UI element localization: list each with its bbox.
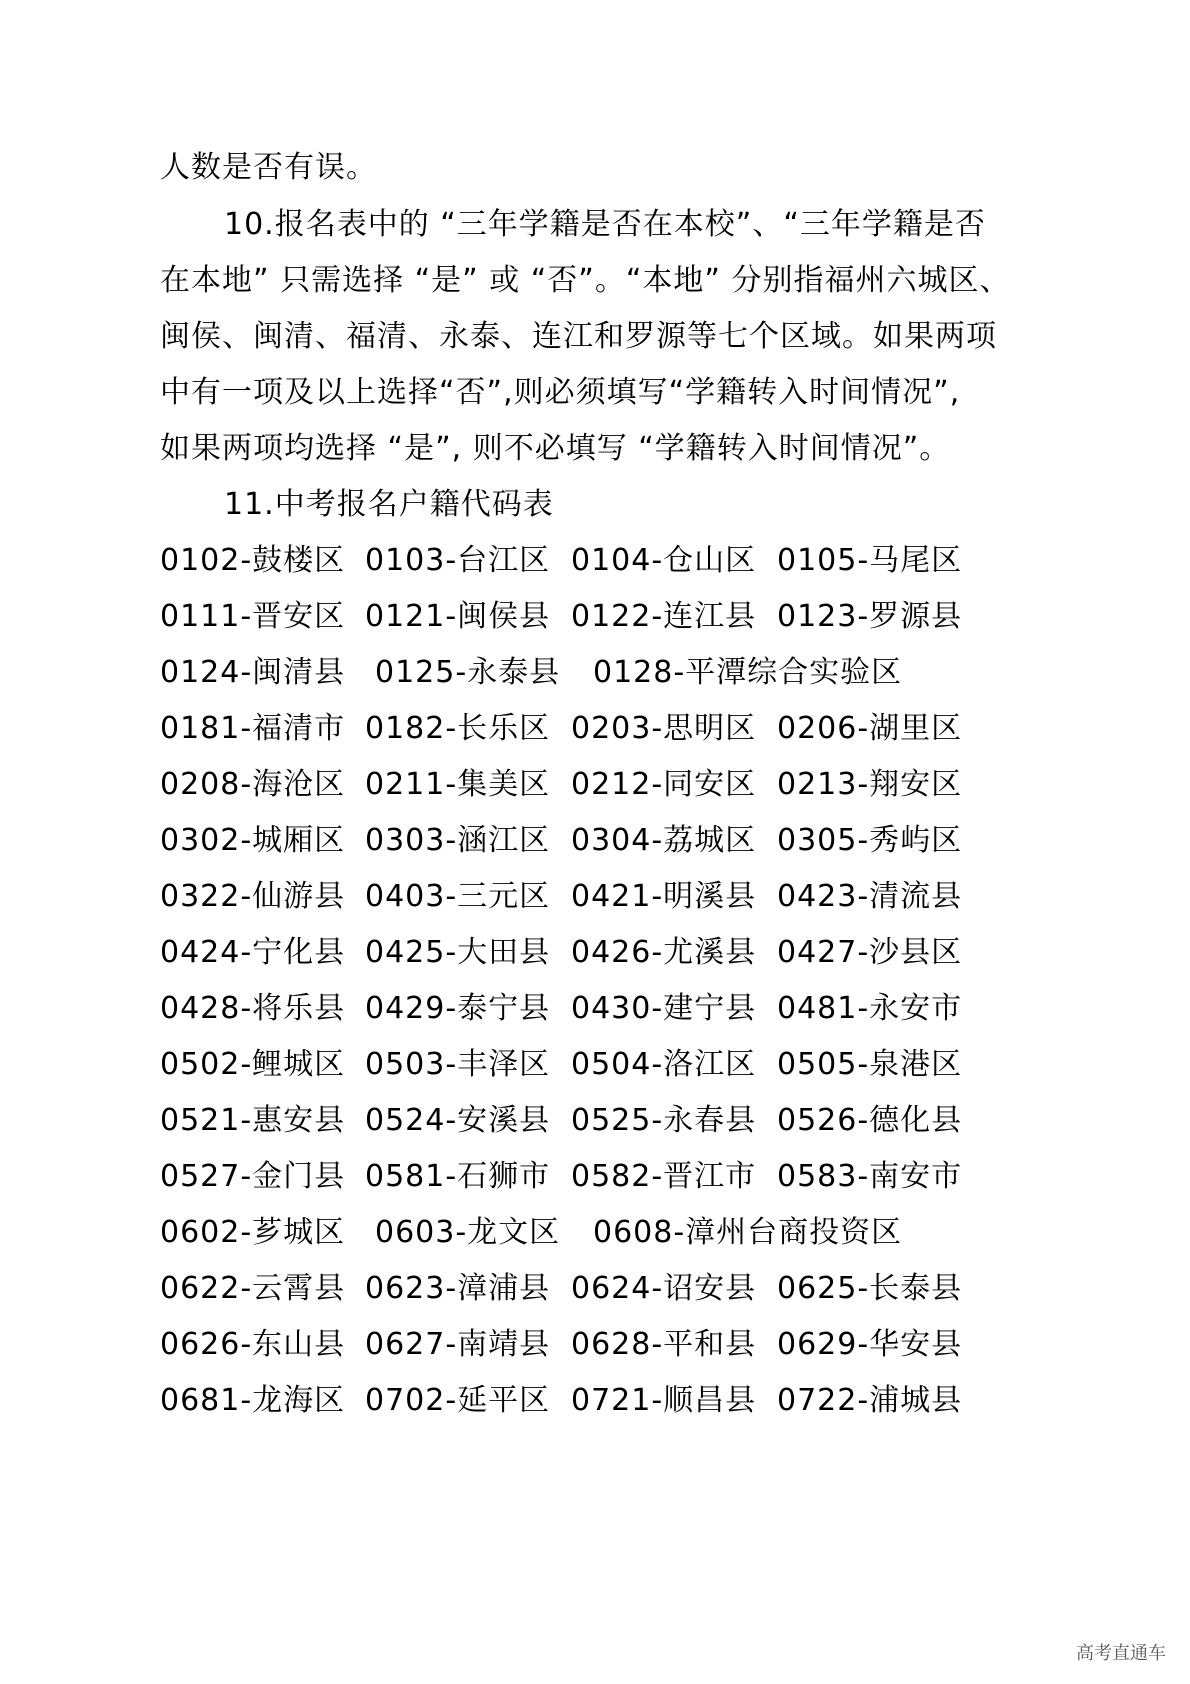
paragraph-10-line-2: 在本地” 只需选择 “是” 或 “否”。“本地” 分别指福州六城区、 <box>160 263 1011 298</box>
code-table-cell: 0208-海沧区 <box>160 767 346 802</box>
paragraph-10-line-5: 如果两项均选择 “是”, 则不必填写 “学籍转入时间情况”。 <box>160 431 951 466</box>
code-table-cell: 0303-涵江区 <box>365 823 551 858</box>
code-table-row <box>160 765 1020 805</box>
code-table-cell: 0626-东山县 <box>160 1327 346 1362</box>
paragraph-10-line-3: 闽侯、闽清、福清、永泰、连江和罗源等七个区域。如果两项 <box>160 319 997 354</box>
code-table-cell: 0426-尤溪县 <box>571 935 757 970</box>
code-table-cell: 0424-宁化县 <box>160 935 346 970</box>
code-table-cell: 0622-云霄县 <box>160 1271 346 1306</box>
code-table-cell: 0504-洛江区 <box>571 1047 757 1082</box>
code-table-cell: 0629-华安县 <box>777 1327 963 1362</box>
code-table-cell: 0102-鼓楼区 <box>160 543 346 578</box>
code-table-row <box>160 1269 1020 1309</box>
code-table-cell: 0124-闽清县 <box>160 655 346 690</box>
code-table-row <box>160 541 1020 581</box>
code-table-cell: 0304-荔城区 <box>571 823 757 858</box>
code-table-row <box>160 1381 1020 1421</box>
code-table-cell: 0722-浦城县 <box>777 1383 963 1418</box>
code-table-cell: 0505-泉港区 <box>777 1047 963 1082</box>
code-table-cell: 0502-鲤城区 <box>160 1047 346 1082</box>
code-table-cell: 0212-同安区 <box>571 767 757 802</box>
code-table-cell: 0181-福清市 <box>160 711 346 746</box>
code-table-cell: 0625-长泰县 <box>777 1271 963 1306</box>
code-table-cell: 0211-集美区 <box>365 767 551 802</box>
code-table-cell: 0103-台江区 <box>365 543 551 578</box>
code-table-row <box>160 597 1020 637</box>
watermark-text: 高考直通车 <box>1076 1643 1166 1664</box>
code-table-row <box>160 709 1020 749</box>
section-11-heading: 11.中考报名户籍代码表 <box>224 487 554 522</box>
code-table-cell: 0582-晋江市 <box>571 1159 757 1194</box>
code-table-cell: 0427-沙县区 <box>777 935 963 970</box>
code-table-cell: 0122-连江县 <box>571 599 757 634</box>
code-table-cell: 0403-三元区 <box>365 879 551 914</box>
code-table-cell: 0429-泰宁县 <box>365 991 551 1026</box>
code-table-cell: 0702-延平区 <box>365 1383 551 1418</box>
code-table-cell: 0213-翔安区 <box>777 767 963 802</box>
code-table-cell: 0104-仓山区 <box>571 543 757 578</box>
code-table-cell: 0526-德化县 <box>777 1103 963 1138</box>
code-table-cell: 0624-诏安县 <box>571 1271 757 1306</box>
code-table-cell: 0602-芗城区 <box>160 1215 346 1250</box>
code-table-cell: 0305-秀屿区 <box>777 823 963 858</box>
code-table-row <box>160 933 1020 973</box>
code-table-row <box>160 1045 1020 1085</box>
code-table-cell: 0628-平和县 <box>571 1327 757 1362</box>
code-table-row <box>160 1101 1020 1141</box>
code-table-row <box>160 821 1020 861</box>
code-table-cell: 0182-长乐区 <box>365 711 551 746</box>
code-table-cell: 0105-马尾区 <box>777 543 963 578</box>
code-table-cell: 0428-将乐县 <box>160 991 346 1026</box>
code-table-cell: 0123-罗源县 <box>777 599 963 634</box>
code-table-cell: 0681-龙海区 <box>160 1383 346 1418</box>
code-table-row <box>160 989 1020 1029</box>
paragraph-10-line-4: 中有一项及以上选择“否”,则必须填写“学籍转入时间情况”, <box>160 375 961 410</box>
code-table-cell: 0623-漳浦县 <box>365 1271 551 1306</box>
code-table-cell: 0581-石狮市 <box>365 1159 551 1194</box>
code-table-cell: 0423-清流县 <box>777 879 963 914</box>
code-table-row <box>160 1157 1020 1197</box>
code-table-cell: 0430-建宁县 <box>571 991 757 1026</box>
code-table-cell: 0111-晋安区 <box>160 599 346 634</box>
code-table-cell: 0524-安溪县 <box>365 1103 551 1138</box>
code-table-row <box>160 1325 1020 1365</box>
paragraph-9-ending: 人数是否有误。 <box>160 150 377 185</box>
code-table-cell: 0128-平潭综合实验区 <box>593 655 903 690</box>
code-table-cell: 0583-南安市 <box>777 1159 963 1194</box>
paragraph-10-line-1: 10.报名表中的 “三年学籍是否在本校”、“三年学籍是否 <box>224 207 986 242</box>
code-table-cell: 0421-明溪县 <box>571 879 757 914</box>
code-table-cell: 0525-永春县 <box>571 1103 757 1138</box>
code-table-cell: 0503-丰泽区 <box>365 1047 551 1082</box>
code-table-cell: 0121-闽侯县 <box>365 599 551 634</box>
code-table-cell: 0608-漳州台商投资区 <box>593 1215 903 1250</box>
code-table-cell: 0521-惠安县 <box>160 1103 346 1138</box>
code-table-cell: 0302-城厢区 <box>160 823 346 858</box>
code-table-cell: 0603-龙文区 <box>375 1215 561 1250</box>
code-table-cell: 0481-永安市 <box>777 991 963 1026</box>
code-table-cell: 0425-大田县 <box>365 935 551 970</box>
code-table-cell: 0721-顺昌县 <box>571 1383 757 1418</box>
code-table-row <box>160 1213 1020 1253</box>
code-table-cell: 0125-永泰县 <box>375 655 561 690</box>
code-table-row <box>160 877 1020 917</box>
code-table-row <box>160 653 1020 693</box>
code-table-cell: 0206-湖里区 <box>777 711 963 746</box>
code-table-cell: 0527-金门县 <box>160 1159 346 1194</box>
code-table-cell: 0322-仙游县 <box>160 879 346 914</box>
code-table-cell: 0203-思明区 <box>571 711 757 746</box>
code-table-cell: 0627-南靖县 <box>365 1327 551 1362</box>
